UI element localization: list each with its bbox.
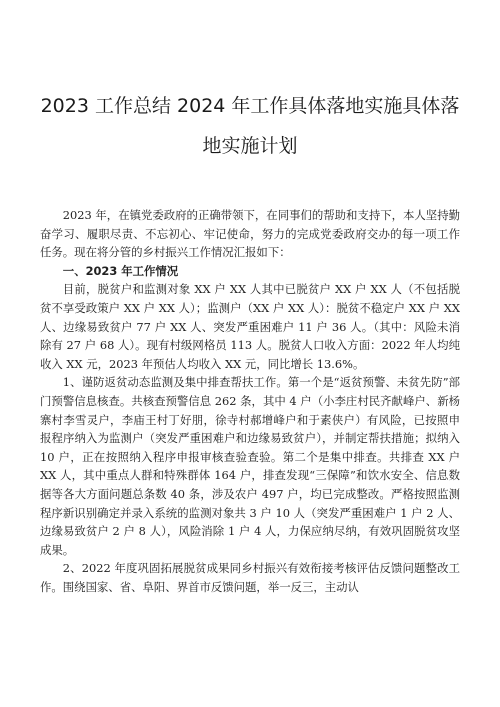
document-body bbox=[40, 206, 460, 596]
intro-paragraph: 2023 年，在镇党委政府的正确带领下，在同事们的帮助和支持下，本人坚持勤奋学习、履职尽责、不忘初心、牢记使命，努力的完成党委政府交办的每一项工作任务。现在将分管的乡村振兴工作情况汇报如下： bbox=[40, 208, 460, 260]
rectification-paragraph: 2、2022 年度巩固拓展脱贫成果同乡村振兴有效衔接考核评估反馈问题整改工作。围绕国家、省、阜阳、界首市反馈问题，举一反三，主动认 bbox=[40, 561, 460, 594]
monitoring-paragraph: 1、谨防返贫动态监测及集中排查帮扶工作。第一个是“返贫预警、未贫先防”部门预警信息核查。共核查预警信息 262 条，其中 4 户（小李庄村民齐献峰户、新杨寨村李雪灵户，李庙王村丁好朋，徐寺村郝增峰户和于素侠户）有风险，已按照申报程序纳入为监测户（突发严重困难户和边缘易致贫户），并制定帮扶措施；拟纳入 10 户，正在按照纳入程序申报审核查验查验。第二个是集中排查。共排查 XX 户 XX 人，其中重点人群和特殊群体 164 户，排查发现“三保障”和饮水安全、信息数据等各大方面问题总条数 40 条，涉及农户 497 户，均已完成整改。严格按照监测程序新识别确定并录入系统的监测对象共 3 户 10 人（突发严重困难户 1 户 2 人、边缘易致贫户 2 户 8 人），风险消除 1 户 4 人，力保应纳尽纳，有效巩固脱贫攻坚成果。 bbox=[40, 375, 460, 557]
document-title-line-1: 2023 工作总结 2024 年工作具体落地实施具体落 bbox=[40, 95, 460, 117]
status-paragraph: 目前，脱贫户和监测对象 XX 户 XX 人其中已脱贫户 XX 户 XX 人（不包括脱贫不享受政策户 XX 户 XX 人）；监测户（XX 户 XX 人）：脱贫不稳定户 XX 户 XX 人、边缘易致贫户 77 户 XX 人、突发严重困难户 11 户 36 人。（其中：风险未消除有 27 户 68 人）。现有村级网格员 113 人。脱贫人口收入方面：2022 年人均纯收入 XX 元，2023 年预估人均收入 XX 元，同比增长 13.6%。 bbox=[40, 282, 460, 371]
section-heading: 一、2023 年工作情况 bbox=[62, 263, 179, 278]
document-title-line-2: 地实施计划 bbox=[202, 135, 298, 157]
